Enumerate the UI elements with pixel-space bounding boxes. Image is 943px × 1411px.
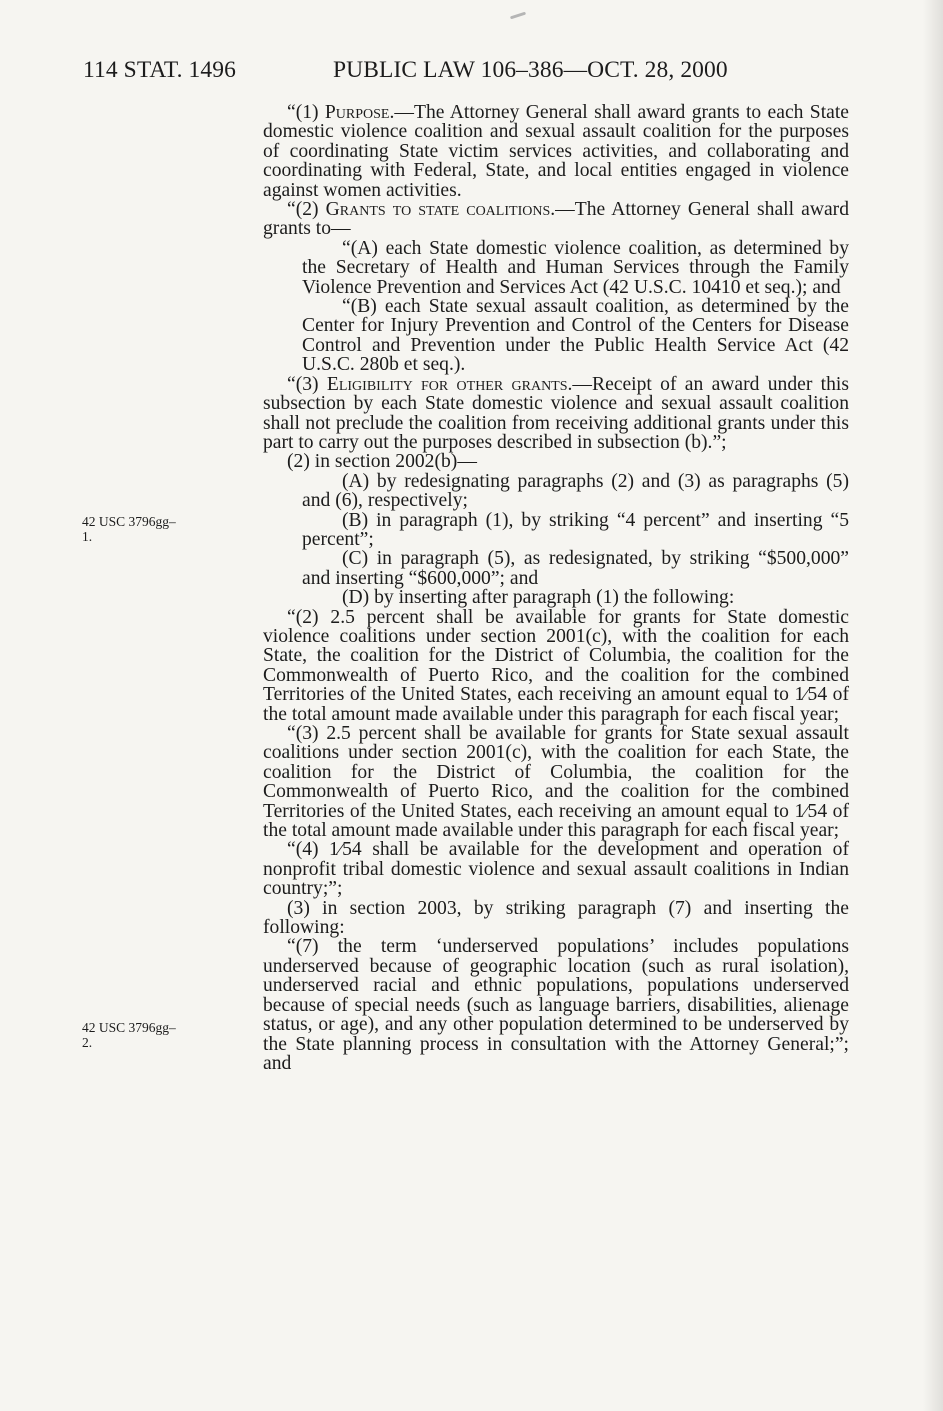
inserted-paragraph-7: “(7) the term ‘underserved populations’ includes populations underserved because of geographic location (such as rural isolation), underserved racial and ethnic populations, populations underserved because of special needs (such as language barriers, disabilities, alienage status, or age), and any other population determined to be underserved by the State planning process in consultation with the Attorney General;”; and [263,936,849,1074]
inserted-paragraph-4: “(4) 1⁄54 shall be available for the development and operation of nonprofit tribal domestic violence and sexual assault coalitions in Indian country;”; [263,839,849,900]
statute-page-number: 114 STAT. 1496 [83,57,236,83]
paragraph-eligibility: “(3) Eligibility for other grants.—Receipt of an award under this subsection by each State domestic violence and sexual assault coalition shall not preclude the coalition from receiving additional grants under this part to carry out the purposes described in subsection (b).”; [263,373,849,453]
heading-grants: Grants to state coalitions [325,199,551,221]
amendment-2a: (A) by redesignating paragraphs (2) and (3) as paragraphs (5) and (6), respectively; [302,470,849,512]
margin-note-3796gg-1: 42 USC 3796gg– 1. [82,514,176,544]
amendment-2d: (D) by inserting after paragraph (1) the following: [342,587,735,609]
amendment-section-2002b: (2) in section 2002(b)— [287,451,477,473]
amendment-section-2003: (3) in section 2003, by striking paragraph (7) and inserting the following: [263,897,849,939]
scan-smudge [510,12,526,20]
amendment-2b: (B) in paragraph (1), by striking “4 percent” and inserting “5 percent”; [302,509,849,550]
paragraph-grants-to-state-coalitions: “(2) Grants to state coalitions.—The Attorney General shall award grants to— [263,199,849,240]
subparagraph-a: “(A) each State domestic violence coalition, as determined by the Secretary of Health and Human Services through the Family Violence Prevention and Services Act (42 U.S.C. 10410 et seq.); and [302,237,849,298]
heading-purpose: Purpose [324,102,390,123]
heading-eligibility: Eligibility for other grants [326,373,568,395]
body-text [263,103,849,1073]
public-law-title: PUBLIC LAW 106–386—OCT. 28, 2000 [333,57,728,83]
amendment-2c: (C) in paragraph (5), as redesignated, by striking “$500,000” and inserting “$600,000”; and [302,548,849,589]
subparagraph-b: “(B) each State sexual assault coalition, as determined by the Center for Injury Prevention and Control of the Centers for Disease Control and Prevention under the Public Health Service Act (42 U.S.C. 280b et seq.). [302,296,849,376]
inserted-paragraph-2: “(2) 2.5 percent shall be available for grants for State domestic violence coalitions under section 2001(c), with the coalition for each State, the coalition for the District of Columbia, the coalition for the Commonwealth of Puerto Rico, and the coalition for the combined Territories of the United States, each receiving an amount equal to 1⁄54 of the total amount made available under this paragraph for each fiscal year; [263,606,849,725]
paragraph-purpose: “(1) Purpose.—The Attorney General shall award grants to each State domestic violence coalition and sexual assault coalition for the purposes of coordinating State victim services activities, and collaborating and coordinating with Federal, State, and local entities engaged in violence against women activities. [263,102,849,201]
inserted-paragraph-3: “(3) 2.5 percent shall be available for grants for State sexual assault coalitions under section 2001(c), with the coalition for each State, the coalition for the District of Columbia, the coalition for the Commonwealth of Puerto Rico, and the coalition for the combined Territories of the United States, each receiving an amount equal to 1⁄54 of the total amount made available under this paragraph for each fiscal year; [263,723,849,842]
margin-note-3796gg-2: 42 USC 3796gg– 2. [82,1020,176,1050]
page-edge-shadow [923,0,943,1411]
